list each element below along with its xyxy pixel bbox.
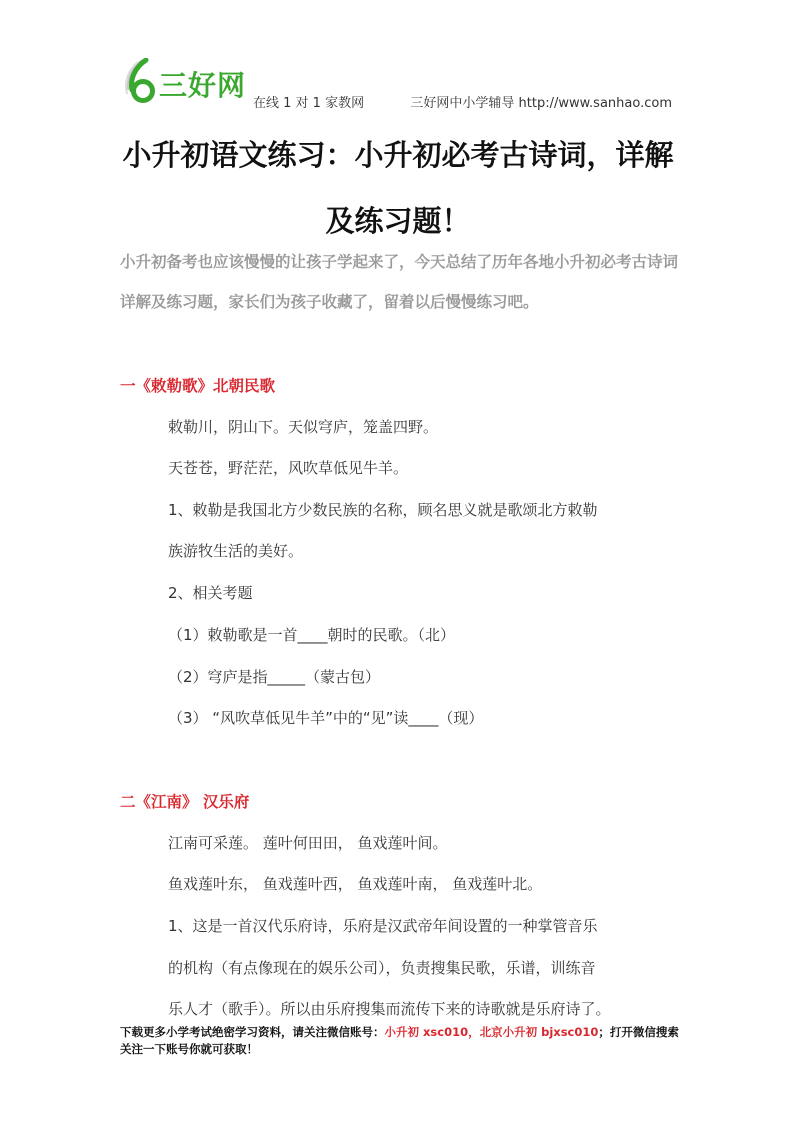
note-line: 1、这是一首汉代乐府诗，乐府是汉武帝年间设置的一种掌管音乐	[168, 917, 598, 935]
note-line: 1、敕勒是我国北方少数民族的名称，顾名思义就是歌颂北方敕勒	[168, 501, 598, 519]
note-line: 的机构（有点像现在的娱乐公司），负责搜集民歌，乐谱，训练音	[168, 959, 596, 977]
poem-line: 江南可采莲。 莲叶何田田， 鱼戏莲叶间。	[168, 834, 448, 852]
exam-question: （2）穹庐是指_____（蒙古包）	[168, 668, 381, 686]
footer-separator: ，	[468, 1025, 480, 1039]
section-heading-jiangnan: 二《江南》 汉乐府	[120, 793, 250, 811]
exam-question: （3） “风吹草低见牛羊”中的“见”读____（现）	[168, 709, 484, 727]
poem-line: 天苍苍，野茫茫，风吹草低见牛羊。	[168, 459, 409, 477]
header-site-info: 三好网中小学辅导 http://www.sanhao.com	[410, 96, 672, 111]
section-heading-chilege: 一《敕勒歌》北朝民歌	[120, 377, 276, 395]
footer-notice	[120, 1024, 685, 1058]
poem-line: 鱼戏莲叶东， 鱼戏莲叶西， 鱼戏莲叶南， 鱼戏莲叶北。	[168, 875, 543, 893]
article-title: 小升初语文练习：小升初必考古诗词，详解及练习题！	[122, 138, 674, 238]
article-intro: 小升初备考也应该慢慢的让孩子学起来了，今天总结了历年各地小升初必考古诗词详解及练习题，家长们为孩子收藏了，留着以后慢慢练习吧。	[120, 253, 679, 311]
footer-wechat-account: 小升初 xsc010	[384, 1025, 469, 1039]
exam-label: 2、相关考题	[168, 584, 253, 602]
footer-wechat-account: 北京小升初 bjxsc010	[479, 1025, 599, 1039]
header-tagline: 在线 1 对 1 家教网	[253, 96, 365, 111]
exam-question: （1）敕勒歌是一首____朝时的民歌。（北）	[168, 626, 456, 644]
footer-text: 下载更多小学考试绝密学习资料，请关注微信账号：	[120, 1025, 385, 1039]
footer-text: ；打开微信搜索关注一下账号你就可获取！	[120, 1025, 679, 1056]
page-header	[122, 58, 682, 112]
note-line: 族游牧生活的美好。	[168, 542, 304, 560]
note-line: 乐人才（歌手）。所以由乐府搜集而流传下来的诗歌就是乐府诗了。	[168, 1000, 611, 1018]
poem-line: 敕勒川，阴山下。天似穹庐，笼盖四野。	[168, 418, 439, 436]
logo-wordmark: 三好网	[159, 69, 247, 102]
